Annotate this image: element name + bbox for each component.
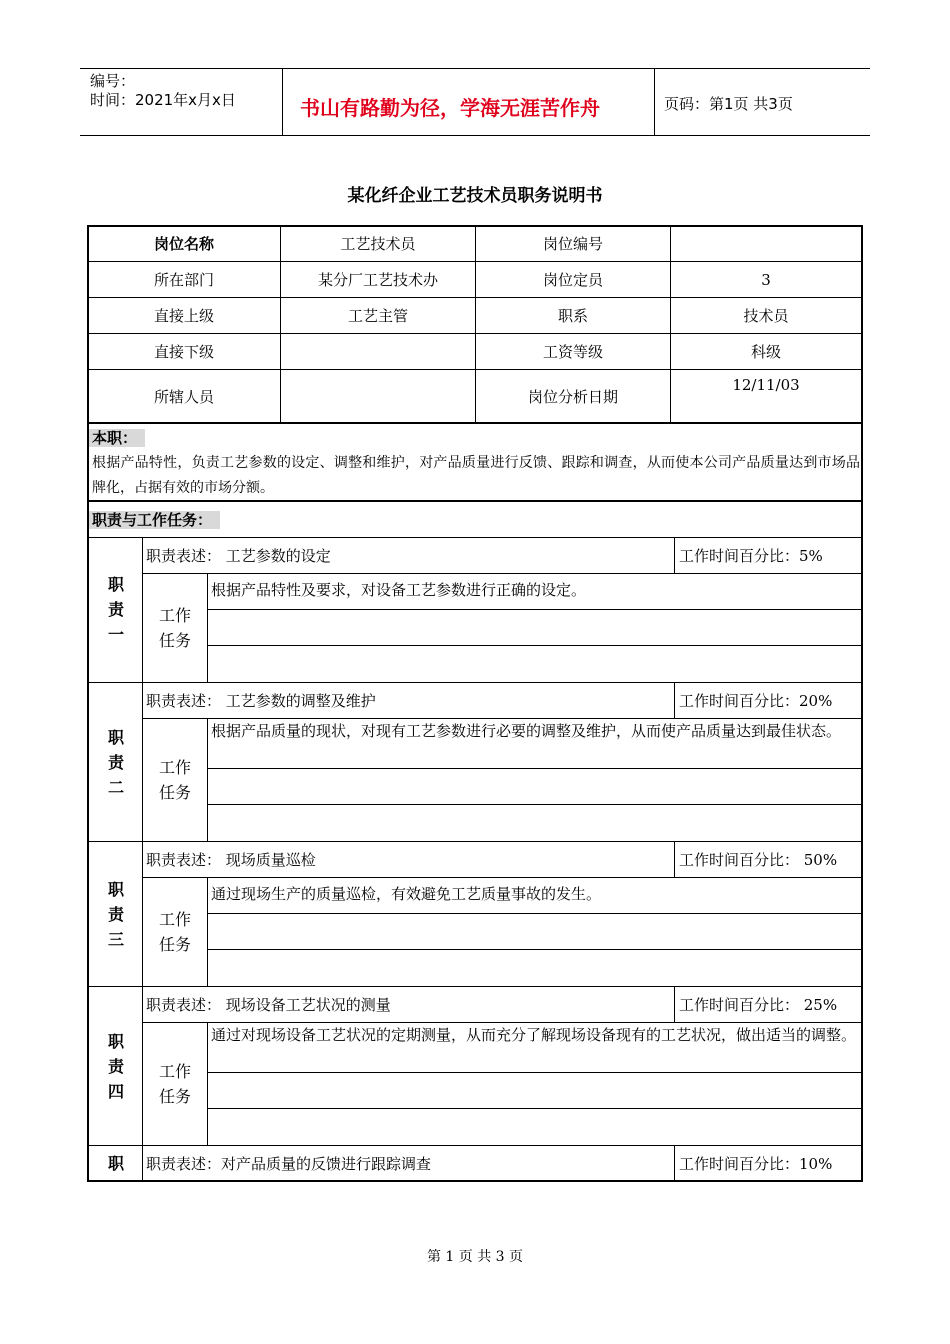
summary-label: 本职： <box>89 429 145 447</box>
label-analysis-date: 岗位分析日期 <box>527 387 618 406</box>
label-staff: 所辖人员 <box>153 387 214 406</box>
header-bottom-rule <box>80 135 870 136</box>
duty-1-task-label: 工作 任务 <box>158 606 191 650</box>
header-page: 页码：第1页 共3页 <box>664 95 793 113</box>
duty-4-desc: 职责表述： 现场设备工艺状况的测量 <box>146 996 391 1014</box>
label-headcount: 岗位定员 <box>542 271 603 289</box>
label-department: 所在部门 <box>153 271 214 289</box>
duty-4-task: 通过对现场设备工艺状况的定期测量，从而充分了解现场设备现有的工艺状况，做出适当的调整。 <box>211 1026 857 1044</box>
value-position-code <box>671 226 861 261</box>
label-job-family: 职系 <box>557 307 588 325</box>
duty-1-label: 职 责 一 <box>107 575 124 644</box>
duty-1-desc: 职责表述： 工艺参数的设定 <box>146 547 331 565</box>
duty-5-desc: 职责表述：对产品质量的反馈进行跟踪调查 <box>146 1154 432 1173</box>
header-motto: 书山有路勤为径，学海无涯苦作舟 <box>300 96 600 120</box>
duty-4-label: 职 责 四 <box>107 1032 124 1101</box>
duty-3-task-label: 工作 任务 <box>158 910 191 954</box>
duties-label: 职责与工作任务： <box>89 511 220 529</box>
header-time: 时间：2021年x月x日 <box>90 91 236 109</box>
value-staff <box>281 370 475 422</box>
duty-4-pct: 工作时间百分比： 25% <box>679 996 838 1014</box>
value-supervisor: 工艺主管 <box>347 307 408 325</box>
value-position-name: 工艺技术员 <box>340 235 416 253</box>
label-position-code: 岗位编号 <box>542 235 603 253</box>
duty-2-pct: 工作时间百分比：20% <box>679 692 833 710</box>
value-headcount: 3 <box>761 270 771 289</box>
label-subordinate: 直接下级 <box>153 343 214 361</box>
duty-1-task: 根据产品特性及要求，对设备工艺参数进行正确的设定。 <box>211 581 587 599</box>
document-title: 某化纤企业工艺技术员职务说明书 <box>347 186 603 206</box>
duty-1-pct: 工作时间百分比：5% <box>679 547 823 565</box>
header-divider <box>282 68 283 136</box>
label-position-name: 岗位名称 <box>153 235 214 253</box>
summary-text: 根据产品特性，负责工艺参数的设定、调整和维护，对产品质量进行反馈、跟踪和调查，从而使本公司产品质量达到市场品牌化，占据有效的市场分额。 <box>92 455 860 496</box>
value-job-family: 技术员 <box>743 307 789 325</box>
value-analysis-date: 12/11/03 <box>732 376 800 394</box>
duty-2-task-label: 工作 任务 <box>158 758 191 802</box>
header-divider <box>654 68 655 136</box>
header-number: 编号： <box>90 72 136 90</box>
value-department: 某分厂工艺技术办 <box>317 271 438 289</box>
header-top-rule <box>80 68 870 69</box>
duty-5-label: 职 <box>107 1154 124 1173</box>
value-pay-grade: 科级 <box>750 343 781 361</box>
duty-4-task-label: 工作 任务 <box>158 1062 191 1106</box>
duty-2-label: 职 责 二 <box>107 728 124 797</box>
duty-3-pct: 工作时间百分比： 50% <box>679 851 838 869</box>
duty-5-pct: 工作时间百分比：10% <box>679 1154 833 1173</box>
duty-2-desc: 职责表述： 工艺参数的调整及维护 <box>146 692 376 710</box>
duty-2-task: 根据产品质量的现状，对现有工艺参数进行必要的调整及维护，从而使产品质量达到最佳状态。 <box>211 722 842 740</box>
duty-3-label: 职 责 三 <box>107 880 124 949</box>
label-pay-grade: 工资等级 <box>542 343 603 361</box>
duty-3-task: 通过现场生产的质量巡检，有效避免工艺质量事故的发生。 <box>211 885 602 903</box>
duty-3-desc: 职责表述： 现场质量巡检 <box>146 851 316 869</box>
page-footer: 第 1 页 共 3 页 <box>426 1249 524 1265</box>
value-subordinate <box>281 334 475 369</box>
label-supervisor: 直接上级 <box>153 307 214 325</box>
